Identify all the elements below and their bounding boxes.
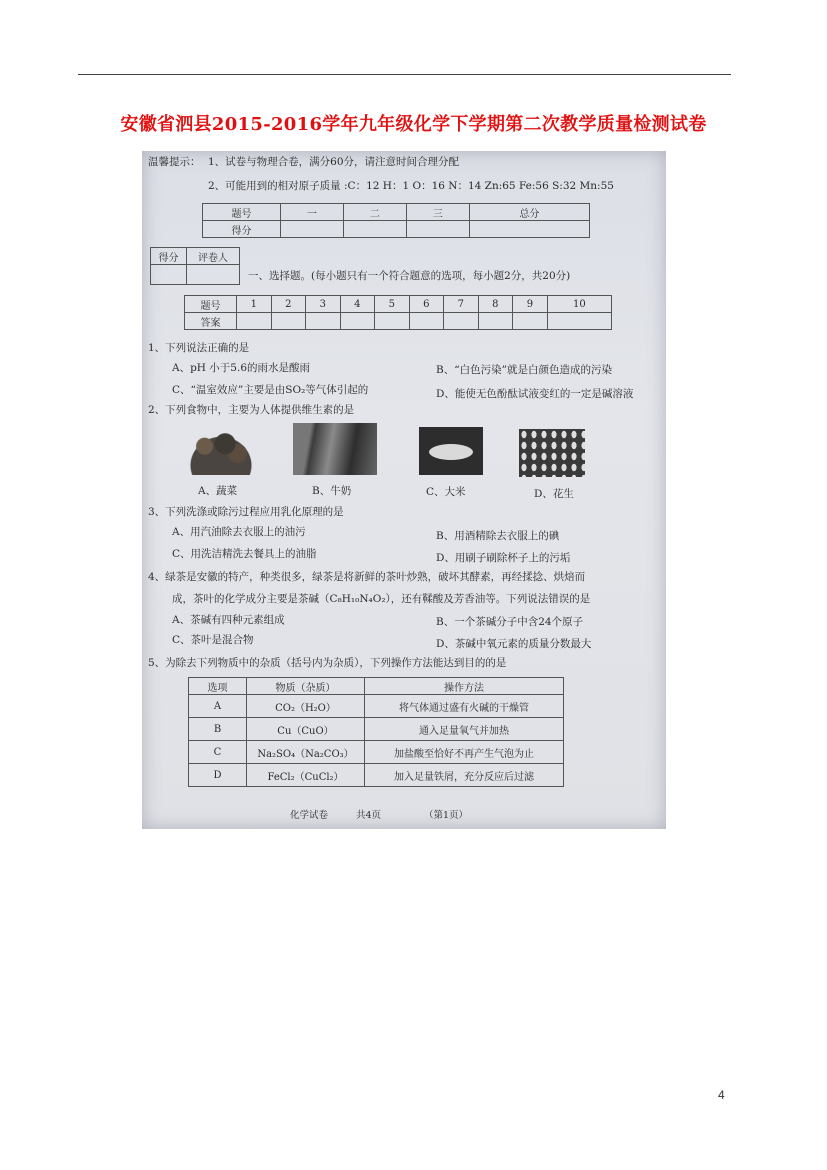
tip-1: 1、试卷与物理合卷，满分60分，请注意时间合理分配: [208, 156, 460, 168]
section1-heading: 一、选择题。(每小题只有一个符合题意的选项，每小题2分，共20分): [248, 270, 571, 282]
peanut-image: [519, 429, 585, 477]
answer-table: [184, 295, 612, 330]
score-row-label: 得分: [203, 221, 281, 238]
answer-cell: [513, 313, 548, 330]
score-cell: [281, 221, 344, 238]
grader-cell: [151, 265, 187, 285]
q5-option-cell: D: [189, 764, 247, 787]
q5-header-cell: 操作方法: [365, 678, 564, 695]
question-3-option-d: D、用刷子刷除杯子上的污垢: [436, 552, 571, 564]
answer-cell: [444, 313, 479, 330]
score-header-cell: 一: [281, 204, 344, 221]
q5-option-cell: C: [189, 741, 247, 764]
answer-cell: [478, 313, 513, 330]
score-cell: [343, 221, 406, 238]
footer-current-page: （第1页）: [424, 810, 469, 821]
answer-number: 6: [409, 296, 444, 313]
q5-option-cell: B: [189, 718, 247, 741]
rice-image: [419, 427, 483, 475]
q5-substance-cell: FeCl₂（CuCl₂）: [247, 764, 365, 787]
header-rule: [78, 74, 731, 75]
q5-method-cell: 加盐酸至恰好不再产生气泡为止: [365, 741, 564, 764]
footer-subject: 化学试卷: [290, 810, 329, 821]
vegetable-image: [180, 427, 262, 475]
q5-method-cell: 加入足量铁屑，充分反应后过滤: [365, 764, 564, 787]
q5-option-cell: A: [189, 695, 247, 718]
q5-header-cell: 选项: [189, 678, 247, 695]
answer-cell: [306, 313, 341, 330]
q5-substance-cell: Cu（CuO）: [247, 718, 365, 741]
question-5-table: [188, 677, 564, 787]
question-2-option-a: A、蔬菜: [198, 485, 238, 497]
question-4-option-c: C、茶叶是混合物: [172, 634, 254, 646]
answer-row1-label: 题号: [185, 296, 237, 313]
grader-score-label: 得分: [151, 248, 187, 265]
question-3-option-a: A、用汽油除去衣服上的油污: [172, 526, 306, 538]
question-3-option-b: B、用酒精除去衣服上的碘: [436, 530, 560, 542]
question-4-stem-line2: 成，茶叶的化学成分主要是茶碱（C₈H₁₀N₄O₂），还有鞣酸及芳香油等。下列说法错误的是: [172, 593, 591, 605]
question-2-option-b: B、牛奶: [312, 485, 352, 497]
question-3-stem: 3、下列洗涤或除污过程应用乳化原理的是: [148, 506, 344, 518]
q5-method-cell: 通入足量氧气并加热: [365, 718, 564, 741]
answer-cell: [547, 313, 611, 330]
score-cell: [469, 221, 589, 238]
page-number: 4: [718, 1088, 725, 1102]
q5-header-cell: 物质（杂质）: [247, 678, 365, 695]
answer-number: 10: [547, 296, 611, 313]
answer-number: 5: [375, 296, 410, 313]
score-cell: [406, 221, 469, 238]
question-1-option-d: D、能使无色酚酞试液变红的一定是碱溶液: [436, 388, 634, 400]
document-title: 安徽省泗县2015-2016学年九年级化学下学期第二次教学质量检测试卷: [120, 114, 707, 135]
answer-cell: [375, 313, 410, 330]
question-1-option-c: C、“温室效应”主要是由SO₂等气体引起的: [172, 384, 369, 396]
question-2-option-c: C、大米: [426, 486, 466, 498]
tips-label: 温馨提示：: [148, 156, 201, 168]
grader-box: [150, 247, 240, 285]
q5-substance-cell: Na₂SO₄（Na₂CO₃）: [247, 741, 365, 764]
score-header-cell: 三: [406, 204, 469, 221]
answer-number: 8: [478, 296, 513, 313]
answer-cell: [271, 313, 306, 330]
question-1-stem: 1、下列说法正确的是: [148, 342, 250, 354]
answer-number: 1: [237, 296, 272, 313]
question-2-stem: 2、下列食物中，主要为人体提供维生素的是: [148, 404, 355, 416]
answer-row2-label: 答案: [185, 313, 237, 330]
question-4-option-a: A、茶碱有四种元素组成: [172, 614, 285, 626]
footer-total-pages: 共4页: [356, 810, 382, 821]
question-5-stem: 5、为除去下列物质中的杂质（括号内为杂质），下列操作方法能达到目的的是: [148, 657, 507, 669]
scanned-exam-page: [142, 151, 666, 829]
answer-number: 7: [444, 296, 479, 313]
score-header-cell: 二: [343, 204, 406, 221]
answer-cell: [409, 313, 444, 330]
score-table: [202, 203, 590, 238]
score-header-cell: 总分: [469, 204, 589, 221]
q5-method-cell: 将气体通过盛有火碱的干燥管: [365, 695, 564, 718]
question-1-option-a: A、pH 小于5.6的雨水是酸雨: [172, 362, 310, 374]
question-4-stem-line1: 4、绿茶是安徽的特产，种类很多，绿茶是将新鲜的茶叶炒熟，破坏其酵素，再经揉捻、烘焙而: [148, 571, 586, 583]
answer-number: 3: [306, 296, 341, 313]
question-3-option-c: C、用洗洁精洗去餐具上的油脂: [172, 548, 317, 560]
score-header-cell: 题号: [203, 204, 281, 221]
question-1-option-b: B、“白色污染”就是白颜色造成的污染: [436, 364, 612, 376]
grader-label: 评卷人: [186, 248, 239, 265]
question-4-option-b: B、一个茶碱分子中含24个原子: [436, 616, 584, 628]
q5-substance-cell: CO₂（H₂O）: [247, 695, 365, 718]
grader-cell: [186, 265, 239, 285]
answer-cell: [237, 313, 272, 330]
question-2-option-d: D、花生: [534, 488, 574, 500]
answer-number: 2: [271, 296, 306, 313]
tip-2: 2、可能用到的相对原子质量 :C：12 H：1 O：16 N：14 Zn:65 Fe:56 S:32 Mn:55: [208, 180, 614, 192]
question-4-option-d: D、茶碱中氧元素的质量分数最大: [436, 638, 592, 650]
answer-number: 4: [340, 296, 375, 313]
milk-image: [293, 423, 377, 475]
answer-cell: [340, 313, 375, 330]
answer-number: 9: [513, 296, 548, 313]
